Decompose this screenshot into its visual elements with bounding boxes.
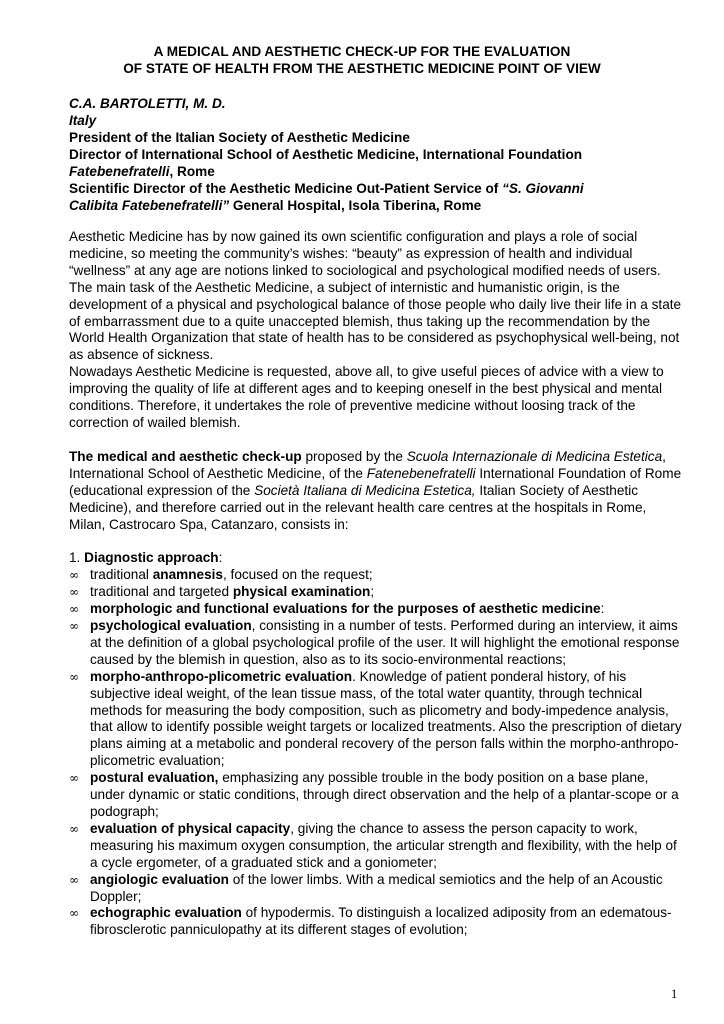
author-role-3-line2 bbox=[69, 197, 669, 214]
list-item-text: emphasizing any possible trouble in the body position on a base plane, under dynamic or static conditions, through direct observation and the help of a plantar-scope or a podograph; bbox=[90, 770, 679, 819]
checkup-text-1: proposed by the bbox=[301, 448, 407, 464]
intro-paragraph-3: Nowadays Aesthetic Medicine is requested, above all, to give useful pieces of advice with a view to improving the quality of life at different ages and to keeping oneself in the best physical and mental conditions. Therefore, it undertakes the role of preventive medicine without loosing track of the correction of wailed blemish. bbox=[69, 364, 664, 430]
author-role-2-org: Fatebenefratelli bbox=[69, 164, 170, 179]
checkup-italic-2: Fatenebenefratelli bbox=[366, 465, 476, 481]
list-item-text: of the lower limbs. With a medical semiotics and the help of an Acoustic Doppler; bbox=[90, 871, 663, 904]
infinity-bullet-icon: ∞ bbox=[69, 872, 79, 887]
list-item-text: ; bbox=[370, 584, 375, 600]
author-role-2-line2 bbox=[69, 163, 669, 180]
list-item-prefix: traditional and targeted bbox=[90, 584, 233, 600]
list-item bbox=[69, 905, 683, 939]
checkup-lead: The medical and aesthetic check-up bbox=[69, 448, 302, 464]
checkup-text-3: International Foundation of Rome (educational expression of the bbox=[69, 465, 682, 498]
intro-paragraph-2: The main task of the Aesthetic Medicine, a subject of internistic and humanistic origin, is the development of a physical and psychological balance of those people who daily live their life in a state of embarrassment due to a quite unaccepted blemish, thus taking up the recommendation by the World Health Organization that state of health has to be considered as psychophysical well-being, not as absence of sickness. bbox=[69, 279, 682, 363]
author-country: Italy bbox=[69, 113, 97, 128]
infinity-bullet-icon: ∞ bbox=[69, 585, 79, 600]
document-body bbox=[69, 229, 683, 939]
intro-paragraph-1: Aesthetic Medicine has by now gained its own scientific configuration and plays a role of social medicine, so meeting the community’s wishes: “beauty” as expression of health and individual “wellness” at any age are notions linked to sociological and psychological modified needs of users. bbox=[69, 229, 661, 278]
list-item-term: angiologic evaluation bbox=[90, 871, 229, 887]
author-role-2-city: , Rome bbox=[169, 164, 215, 179]
list-item-term: echographic evaluation bbox=[90, 905, 242, 921]
diagnostic-list bbox=[69, 567, 683, 939]
checkup-text-2: , International School of Aesthetic Medicine, of the bbox=[69, 448, 666, 481]
list-item bbox=[69, 618, 683, 669]
author-role-3-service-b: Calibita Fatebenefratelli” bbox=[69, 198, 230, 213]
infinity-bullet-icon: ∞ bbox=[69, 906, 79, 921]
infinity-bullet-icon: ∞ bbox=[69, 669, 79, 684]
diagnostic-colon: : bbox=[218, 550, 223, 566]
list-item bbox=[69, 770, 683, 821]
infinity-bullet-icon: ∞ bbox=[69, 821, 79, 836]
list-item-term: postural evaluation, bbox=[90, 770, 219, 786]
author-role-3-prefix: Scientific Director of the Aesthetic Medicine Out-Patient Service of bbox=[69, 181, 503, 196]
list-item-text: : bbox=[600, 601, 605, 617]
list-item bbox=[69, 872, 683, 906]
list-item-prefix: traditional bbox=[90, 567, 153, 583]
list-item-text: , consisting in a number of tests. Performed during an interview, it aims at the definition of a global psychological profile of the user. It will highlight the emotional response caused by the blemish in question, also as to its socio-environmental reactions; bbox=[90, 618, 680, 667]
diagnostic-heading-text: Diagnostic approach bbox=[84, 550, 219, 566]
list-item bbox=[69, 821, 683, 872]
list-item-term: morpho-anthropo-plicometric evaluation bbox=[90, 668, 353, 684]
infinity-bullet-icon: ∞ bbox=[69, 771, 79, 786]
list-item-text: of hypodermis. To distinguish a localized adiposity from an edematous-fibrosclerotic panniculopathy at its different stages of evolution; bbox=[90, 905, 672, 938]
checkup-italic-1: Scuola Internazionale di Medicina Estetica bbox=[406, 448, 663, 464]
author-role-3 bbox=[69, 180, 669, 197]
diagnostic-heading bbox=[69, 550, 683, 567]
checkup-paragraph bbox=[69, 449, 683, 534]
list-item-text: , giving the chance to assess the person capacity to work, measuring his maximum oxygen consumption, the articular strength and flexibility, with the help of a cycle ergometer, of a graduated stick and a goniometer; bbox=[90, 820, 677, 870]
list-item bbox=[69, 669, 683, 770]
author-role-2: Director of International School of Aesthetic Medicine, International Foundation bbox=[69, 147, 583, 162]
list-item bbox=[69, 584, 683, 601]
author-role-1: President of the Italian Society of Aesthetic Medicine bbox=[69, 130, 410, 145]
list-item-term: anamnesis bbox=[152, 567, 223, 583]
list-item-text: , focused on the request; bbox=[223, 567, 373, 583]
infinity-bullet-icon: ∞ bbox=[69, 602, 79, 617]
infinity-bullet-icon: ∞ bbox=[69, 568, 79, 583]
author-block bbox=[69, 95, 669, 214]
list-item-term: physical examination bbox=[232, 584, 371, 600]
checkup-text-4: Italian Society of Aesthetic Medicine), and therefore carried out in the relevant health care centres at the hospitals in Rome, Milan, Castrocaro Spa, Catanzaro, consists in: bbox=[69, 482, 647, 532]
checkup-italic-3: Società Italiana di Medicina Estetica, bbox=[254, 482, 476, 498]
list-item bbox=[69, 601, 683, 618]
list-item-text: . Knowledge of patient ponderal history, of his subjective ideal weight, of the lean tissue mass, of the total water quantity, through technical methods for measuring the body composition, such as plicometry and body-impedence analysis, that allow to identify possible weight targets or localized treatments. Also the prescription of dietary plans aiming at a metabolic and ponderal recovery of the person falls within the morpho-anthropo-plicometric evaluation; bbox=[90, 668, 682, 769]
list-item-term: morphologic and functional evaluations for the purposes of aesthetic medicine bbox=[90, 601, 601, 617]
title-line-1: A MEDICAL AND AESTHETIC CHECK-UP FOR THE EVALUATION bbox=[153, 44, 571, 59]
page-number: 1 bbox=[671, 987, 678, 1001]
title-line-2: OF STATE OF HEALTH FROM THE AESTHETIC MEDICINE POINT OF VIEW bbox=[123, 61, 601, 76]
author-role-3-service-a: “S. Giovanni bbox=[502, 181, 584, 196]
list-item-term: psychological evaluation bbox=[90, 618, 252, 634]
document-title bbox=[60, 43, 664, 77]
list-item-term: evaluation of physical capacity bbox=[90, 820, 291, 836]
author-role-3-suffix: General Hospital, Isola Tiberina, Rome bbox=[229, 198, 482, 213]
infinity-bullet-icon: ∞ bbox=[69, 619, 79, 634]
diagnostic-number: 1. bbox=[69, 550, 85, 566]
author-name: C.A. BARTOLETTI, M. D. bbox=[69, 96, 226, 111]
list-item bbox=[69, 567, 683, 584]
